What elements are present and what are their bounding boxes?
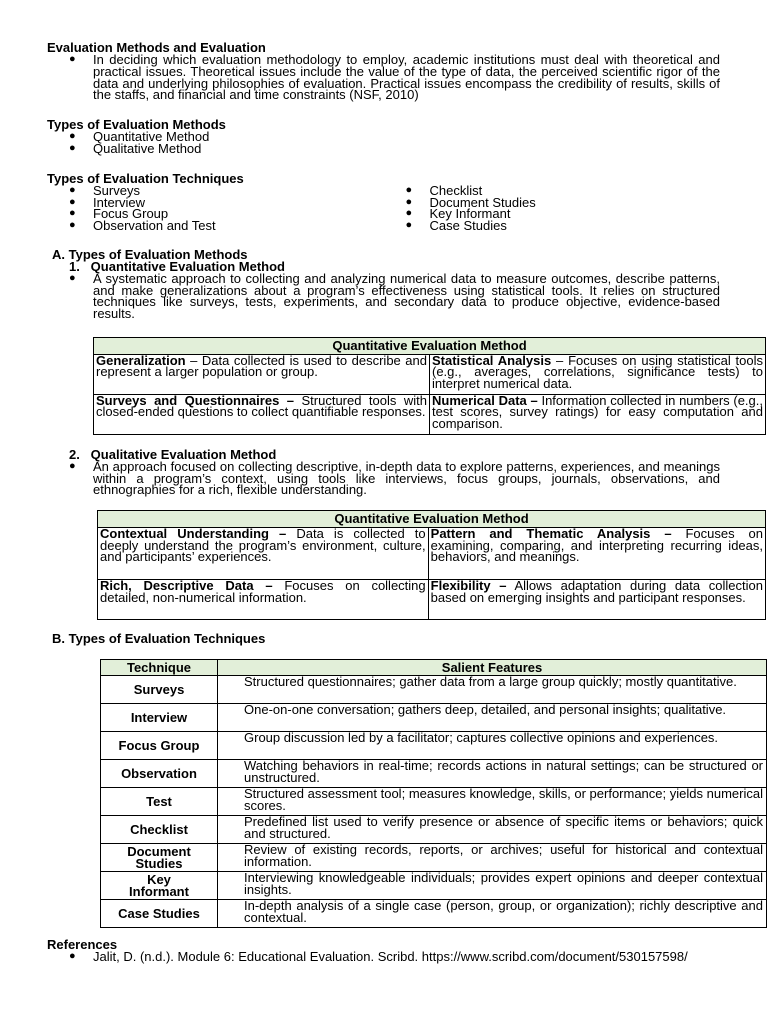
table-row: Interview One-on-one conversation; gathers deep, detailed, and personal insights; qualitative. bbox=[101, 704, 767, 732]
references-list bbox=[47, 951, 720, 963]
quantitative-title: 1. Quantitative Evaluation Method bbox=[69, 258, 285, 274]
reference-item: ● Jalit, D. (n.d.). Module 6: Educational Evaluation. Scribd. https://www.scribd.com/document/530157598/ bbox=[47, 951, 720, 963]
table-row: Focus Group Group discussion led by a facilitator; captures collective opinions and experiences. bbox=[101, 732, 767, 760]
methods-list bbox=[47, 131, 720, 155]
table-cell: Pattern and Thematic Analysis – Focuses on examining, comparing, and interpreting recurring ideas, behaviors, and meanings. bbox=[428, 528, 765, 580]
table-row: Document Studies Review of existing records, reports, or archives; useful for historical and contextual information. bbox=[101, 844, 767, 872]
list-item: ● Checklist bbox=[384, 185, 721, 197]
quantitative-table bbox=[93, 337, 766, 435]
list-item: ● Interview bbox=[47, 197, 384, 209]
heading-section-b: B. Types of Evaluation Techniques bbox=[52, 631, 266, 647]
table-cell: Rich, Descriptive Data – Focuses on collecting detailed, non-numerical information. bbox=[98, 580, 429, 620]
heading-types-methods: Types of Evaluation Methods bbox=[47, 117, 226, 133]
table-cell: Surveys and Questionnaires – Structured tools with closed-ended questions to collect quantifiable responses. bbox=[94, 394, 430, 434]
table-cell: Numerical Data – Information collected in numbers (e.g., test scores, survey ratings) for easy computation and comparison. bbox=[430, 394, 766, 434]
techniques-table bbox=[100, 659, 767, 928]
table-row: Key Informant Interviewing knowledgeable individuals; provides expert opinions and deeper contextual insights. bbox=[101, 872, 767, 900]
column-header-features: Salient Features bbox=[218, 660, 767, 676]
table-row: Case Studies In-depth analysis of a single case (person, group, or organization); richly descriptive and contextual. bbox=[101, 900, 767, 928]
quantitative-list bbox=[47, 270, 720, 322]
section-a bbox=[52, 248, 720, 273]
table-cell: Generalization – Data collected is used to describe and represent a larger population or group. bbox=[94, 354, 430, 394]
table-cell: Statistical Analysis – Focuses on using statistical tools (e.g., averages, correlations, significance tests) to interpret numerical data. bbox=[430, 354, 766, 394]
techniques-columns bbox=[47, 182, 720, 234]
qualitative-paragraph: ● An approach focused on collecting descriptive, in-depth data to explore patterns, experiences, and meanings within a program’s context, using tools like interviews, focus groups, journals, observations, and ethnographies for a rich, flexible understanding. bbox=[47, 461, 720, 496]
techniques-list-right bbox=[384, 182, 721, 234]
list-item: ● Focus Group bbox=[47, 208, 384, 220]
heading-types-techniques: Types of Evaluation Techniques bbox=[47, 170, 244, 186]
quantitative-table-title: Quantitative Evaluation Method bbox=[94, 337, 766, 354]
heading-evaluation-methods: Evaluation Methods and Evaluation bbox=[47, 40, 266, 55]
list-item: ● Qualitative Method bbox=[47, 143, 720, 155]
table-row: Checklist Predefined list used to verify presence or absence of specific items or behaviors; quick and structured. bbox=[101, 816, 767, 844]
table-row: Surveys Structured questionnaires; gather data from a large group quickly; mostly quantitative. bbox=[101, 676, 767, 704]
list-item: ● Key Informant bbox=[384, 208, 721, 220]
list-item: ● Surveys bbox=[47, 185, 384, 197]
table-row: Test Structured assessment tool; measures knowledge, skills, or performance; yields numerical scores. bbox=[101, 788, 767, 816]
qualitative-table bbox=[97, 510, 766, 620]
table-cell: Contextual Understanding – Data is collected to deeply understand the program’s environment, culture, and participants’ experiences. bbox=[98, 528, 429, 580]
list-item: ● Document Studies bbox=[384, 197, 721, 209]
quantitative-paragraph: ● A systematic approach to collecting and analyzing numerical data to measure outcomes, describe patterns, and make generalizations about a program’s effectiveness using statistical tools. It relies on structured techniques like surveys, tests, experiments, and secondary data to produce objective, evidence-based results. bbox=[47, 273, 720, 320]
table-row: Observation Watching behaviors in real-time; records actions in natural settings; can be structured or unstructured. bbox=[101, 760, 767, 788]
list-item: ● Case Studies bbox=[384, 220, 721, 232]
intro-paragraph: ● In deciding which evaluation methodology to employ, academic institutions must deal with theoretical and practical issues. Theoretical issues include the value of the type of data, the perceived scientific rigor of the data and underlying philosophies of evaluation. Practical issues encompass the credibility of results, skills of the staffs, and financial and time constraints (NSF, 2010) bbox=[47, 54, 720, 101]
qualitative-title: 2. Qualitative Evaluation Method bbox=[69, 446, 277, 462]
heading-section-a: A. Types of Evaluation Methods bbox=[52, 246, 248, 262]
intro-list bbox=[47, 54, 720, 101]
list-item: ● Quantitative Method bbox=[47, 131, 720, 143]
list-item: ● Observation and Test bbox=[47, 220, 384, 232]
document-page bbox=[47, 40, 763, 965]
column-header-technique: Technique bbox=[101, 660, 218, 676]
table-cell: Flexibility – Allows adaptation during data collection based on emerging insights and participant responses. bbox=[428, 580, 765, 620]
qualitative-table-title: Quantitative Evaluation Method bbox=[98, 511, 766, 528]
techniques-list-left bbox=[47, 182, 384, 234]
qualitative-list bbox=[47, 458, 720, 498]
heading-references: References bbox=[47, 937, 118, 953]
